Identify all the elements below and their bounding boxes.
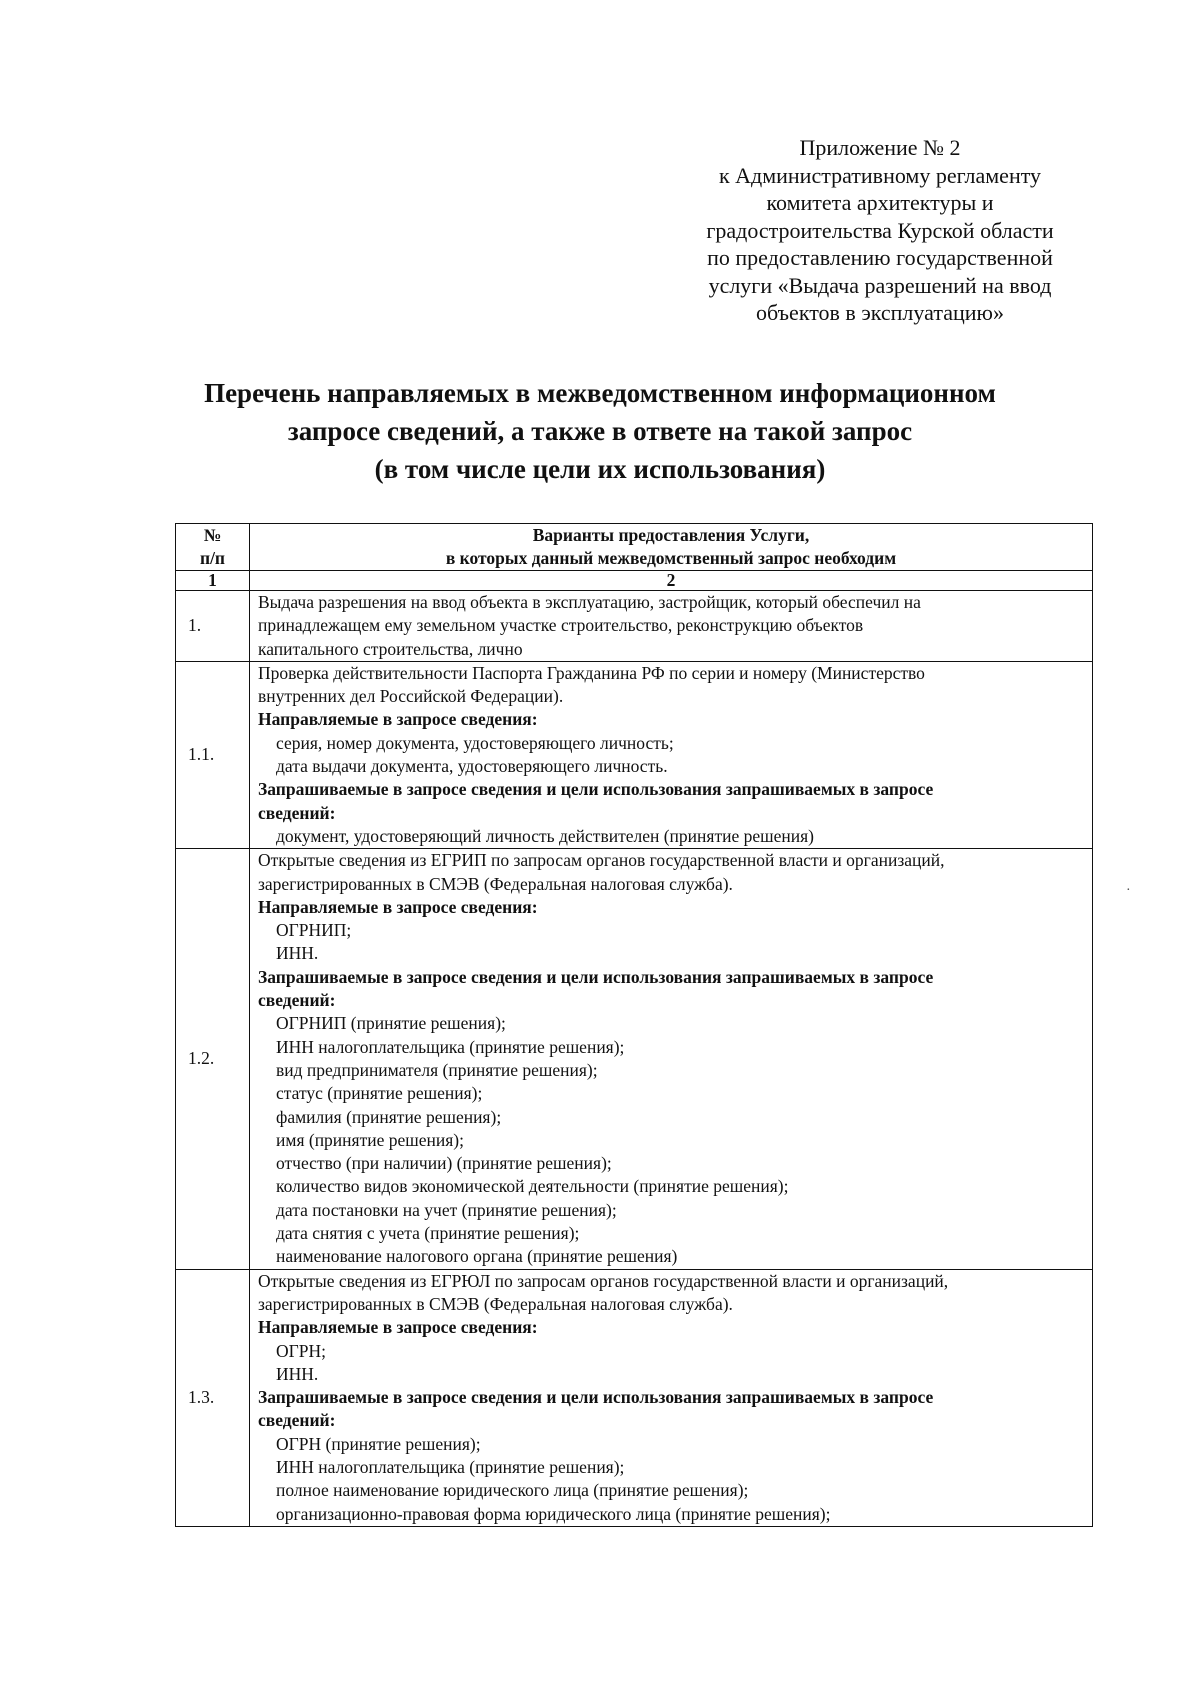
- column-number-row: [176, 571, 1093, 591]
- row-content: [250, 661, 1093, 848]
- requested-item: наименование налогового органа (принятие решения): [276, 1246, 678, 1267]
- requested-item: организационно-правовая форма юридического лица (принятие решения);: [276, 1503, 831, 1524]
- sent-item: ОГРН;: [276, 1340, 326, 1361]
- appendix-line: услуги «Выдача разрешений на ввод: [708, 272, 1052, 298]
- row-intro-line: внутренних дел Российской Федерации).: [258, 686, 564, 707]
- row-intro-line: зарегистрированных в СМЭВ (Федеральная налоговая служба).: [258, 1293, 733, 1314]
- row-intro-line: Открытые сведения из ЕГРЮЛ по запросам органов государственной власти и организаций,: [258, 1270, 949, 1291]
- row-intro-line: Проверка действительности Паспорта Гражданина РФ по серии и номеру (Министерство: [258, 662, 925, 683]
- sent-heading: Направляемые в запросе сведения:: [258, 1317, 538, 1338]
- row-intro-line: Открытые сведения из ЕГРИП по запросам органов государственной власти и организаций,: [258, 850, 945, 871]
- appendix-block: [665, 134, 1095, 327]
- appendix-line: градостроительства Курской области: [706, 217, 1054, 243]
- requested-item: ИНН налогоплательщика (принятие решения);: [276, 1456, 625, 1477]
- title-line: (в том числе цели их использования): [374, 454, 826, 484]
- table-row: [176, 591, 1093, 662]
- requested-heading: сведений:: [258, 802, 336, 823]
- sent-item: дата выдачи документа, удостоверяющего личность.: [276, 756, 668, 777]
- requested-heading: Запрашиваемые в запросе сведения и цели использования запрашиваемых в запросе: [258, 966, 934, 987]
- requested-item: документ, удостоверяющий личность действителен (принятие решения): [276, 825, 814, 846]
- requested-heading: Запрашиваемые в запросе сведения и цели использования запрашиваемых в запросе: [258, 779, 934, 800]
- requested-item: имя (принятие решения);: [276, 1129, 464, 1150]
- requested-item: полное наименование юридического лица (принятие решения);: [276, 1480, 749, 1501]
- sent-heading: Направляемые в запросе сведения:: [258, 896, 538, 917]
- title-line: запросе сведений, а также в ответе на такой запрос: [287, 416, 913, 446]
- requested-item: дата снятия с учета (принятие решения);: [276, 1223, 580, 1244]
- appendix-line: по предоставлению государственной: [707, 245, 1053, 270]
- table-row: [176, 661, 1093, 848]
- row-text-line: принадлежащем ему земельном участке строительство, реконструкцию объектов: [258, 615, 864, 636]
- requested-item: ИНН налогоплательщика (принятие решения);: [276, 1036, 625, 1057]
- requested-item: фамилия (принятие решения);: [276, 1106, 502, 1127]
- row-text-line: Выдача разрешения на ввод объекта в эксплуатацию, застройщик, который обеспечил на: [258, 592, 921, 612]
- appendix-line: объектов в эксплуатацию»: [756, 300, 1004, 325]
- header-text: в которых данный межведомственный запрос необходим: [445, 548, 897, 568]
- appendix-line: к Административному регламенту: [718, 162, 1042, 188]
- sent-item: серия, номер документа, удостоверяющего личность;: [276, 732, 674, 753]
- sent-item: ИНН.: [276, 1363, 319, 1384]
- title-line: Перечень направляемых в межведомственном информационном: [204, 378, 996, 408]
- column-number-cell: 2: [250, 571, 1093, 591]
- requested-item: статус (принятие решения);: [276, 1083, 483, 1104]
- row-number: 1.3.: [176, 1269, 250, 1526]
- row-text-line: капитального строительства, лично: [258, 638, 523, 659]
- table-row: [176, 849, 1093, 1269]
- requested-item: вид предпринимателя (принятие решения);: [276, 1059, 598, 1080]
- header-cell-number: [176, 524, 250, 571]
- appendix-line: комитета архитектуры и: [766, 190, 994, 215]
- table-row: [176, 1269, 1093, 1526]
- requests-table: [175, 523, 1093, 1527]
- row-number: 1.1.: [176, 661, 250, 848]
- row-number: 1.2.: [176, 849, 250, 1269]
- row-content: [250, 1269, 1093, 1526]
- requested-item: ОГРНИП (принятие решения);: [276, 1013, 506, 1034]
- appendix-line: Приложение № 2: [799, 135, 961, 160]
- requested-heading: сведений:: [258, 1410, 336, 1431]
- sent-item: ИНН.: [276, 943, 319, 964]
- requested-heading: сведений:: [258, 990, 336, 1011]
- table-header-row: [176, 524, 1093, 571]
- row-content: [250, 849, 1093, 1269]
- column-number-cell: 1: [176, 571, 250, 591]
- header-text: п/п: [199, 548, 226, 568]
- requested-item: дата постановки на учет (принятие решения);: [276, 1199, 617, 1220]
- sent-heading: Направляемые в запросе сведения:: [258, 709, 538, 730]
- requested-heading: Запрашиваемые в запросе сведения и цели использования запрашиваемых в запросе: [258, 1387, 934, 1408]
- scan-speck: ·: [1126, 883, 1131, 898]
- row-content: [250, 591, 1093, 662]
- sent-item: ОГРНИП;: [276, 920, 352, 941]
- header-text: Варианты предоставления Услуги,: [532, 525, 810, 545]
- row-intro-line: зарегистрированных в СМЭВ (Федеральная налоговая служба).: [258, 873, 733, 894]
- document-title: [120, 374, 1080, 488]
- requested-item: количество видов экономической деятельности (принятие решения);: [276, 1176, 789, 1197]
- header-cell-variants: [250, 524, 1093, 571]
- header-text: №: [203, 525, 222, 545]
- requested-item: ОГРН (принятие решения);: [276, 1433, 481, 1454]
- requested-item: отчество (при наличии) (принятие решения);: [276, 1153, 612, 1174]
- row-number: 1.: [176, 591, 250, 662]
